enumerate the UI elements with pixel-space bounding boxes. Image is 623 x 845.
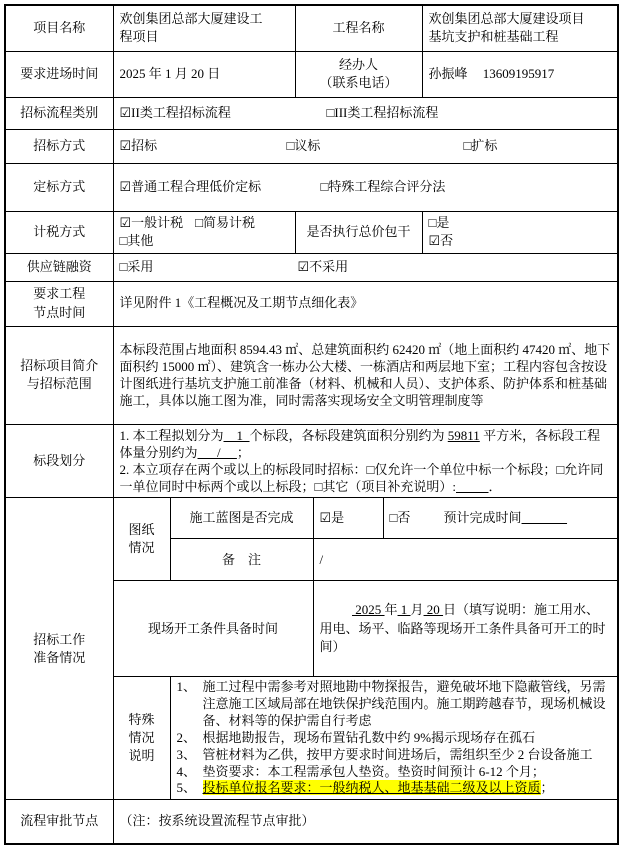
filled-value-underlined: 20 [423,602,444,618]
notes-label: 备 注 [170,539,313,581]
row-project-name [5,5,618,51]
option-lump-sum-no: ☑否 [428,233,454,248]
option-low-price-award: ☑普通工程合理低价定标 [119,178,262,194]
blueprint-no-option: □否 预计完成时间 [383,498,618,539]
approval-node-label: 流程审批节点 [5,800,113,844]
entry-time-label: 要求进场时间 [5,51,113,97]
approval-node-value: （注：按系统设置流程节点审批） [113,800,618,844]
site-ready-label: 现场开工条件具备时间 [113,581,313,677]
checkbox-unchecked-icon: □ [195,214,204,230]
checkbox-unchecked-icon: □ [463,137,472,153]
row-bidding-method [5,129,618,163]
drawings-label: 图纸情况 [113,498,170,581]
option-not-adopt: ☑不采用 [297,258,349,274]
filled-value-underlined: 59811 [447,427,480,443]
engineering-name-value: 欢创集团总部大厦建设项目基坑支护和桩基础工程 [422,5,618,51]
bidding-method-label: 招标方式 [5,129,113,163]
special-notes-label: 特殊情况说明 [113,677,170,800]
supply-chain-label: 供应链融资 [5,253,113,281]
list-item: 1、 施工过程中需参考对照地勘中物探报告，避免破坏地下隐蔽管线，另需注意施工区域局部在地铁保护线范围内。施工期跨越春节，现场机械设备、材料等的保护需自行考虑 [176,679,606,728]
contact-label-line2: （联系电话） [319,75,398,90]
checkbox-unchecked-icon: □ [119,258,128,274]
entry-time-value: 2025 年 1 月 20 日 [113,51,295,97]
option-bidding: ☑招标 [119,137,158,153]
checkbox-unchecked-icon: □ [326,104,335,120]
row-award-method [5,163,618,211]
option-comprehensive-scoring: □特殊工程综合评分法 [320,178,446,194]
row-process-category [5,97,618,129]
tax-method-label: 计税方式 [5,211,113,253]
option-negotiation: □议标 [286,137,321,153]
process-category-options [113,97,618,129]
blank-field: 1 [223,427,250,443]
supply-chain-options [113,253,618,281]
row-section-division [5,424,618,498]
lump-sum-label: 是否执行总价包干 [295,211,422,253]
option-class3-process: □III类工程招标流程 [326,104,439,120]
checkbox-unchecked-icon: □ [389,510,398,526]
blueprint-complete-label: 施工蓝图是否完成 [170,498,313,539]
contact-name: 孙振峰 [428,65,468,81]
checkbox-checked-icon: ☑ [319,510,332,526]
checkbox-checked-icon: ☑ [119,214,132,230]
milestone-time-value: 详见附件 1《工程概况及工期节点细化表》 [113,281,618,326]
notes-value: / [313,539,618,581]
row-approval-node [5,800,618,844]
option-other-tax: □其他 [119,233,154,248]
project-name-label: 项目名称 [5,5,113,51]
checkbox-checked-icon: ☑ [119,178,132,194]
list-item-highlighted: 5、 投标单位报名要求：一般纳税人、地基基础二级及以上资质； [176,780,554,796]
list-item: 4、 垫资要求：本工程需承包人垫资。垫资时间预计 6-12 个月； [176,763,545,779]
checkbox-unchecked-icon: □ [119,233,128,248]
project-name-value: 欢创集团总部大厦建设工程项目 [113,5,295,51]
lump-sum-options [422,211,618,253]
option-expansion: □扩标 [463,137,498,153]
checkbox-unchecked-icon: □ [556,461,565,477]
row-prep-blueprint [5,498,618,539]
checkbox-checked-icon: ☑ [297,258,310,274]
bidding-method-options [113,129,618,163]
contact-phone: 13609195917 [482,65,555,81]
prep-section-label: 招标工作 准备情况 [5,498,113,800]
milestone-time-label: 要求工程 节点时间 [5,281,113,326]
blank-field: / [197,444,237,460]
row-milestone-time [5,281,618,326]
checkbox-unchecked-icon: □ [320,178,329,194]
option-lump-sum-yes: □是 [428,214,450,230]
section-division-value: 1. 本工程拟划分为 1 个标段，各标段建筑面积分别约为 59811 平方米，各标段工程体量分别约为 / ； 2. 本立项存在两个或以上的标段同时招标：□仅允许一个单位中标一个标段；□允许同一单位同时中标两个或以上标段；□其它（项目补充说明）: ． [113,424,618,498]
option-class2-process: ☑II类工程招标流程 [119,104,231,120]
checkbox-checked-icon: ☑ [119,137,132,153]
list-item: 2、 根据地勘报告，现场布置钻孔数中约 9%揭示现场存在孤石 [176,729,536,745]
blank-field [522,510,568,525]
option-simple-tax: □简易计税 [195,214,256,230]
special-notes-list [170,677,618,800]
award-method-options [113,163,618,211]
row-tax-method [5,211,618,253]
option-general-tax: ☑一般计税 [119,214,184,230]
checkbox-unchecked-icon: □ [428,214,437,230]
list-item: 3、 管桩材料为乙供，按甲方要求时间进场后，需组织至少 2 台设备施工 [176,746,593,762]
section-division-label: 标段划分 [5,424,113,498]
project-intro-label: 招标项目简介 与招标范围 [5,326,113,424]
filled-value-underlined: 1 [397,602,411,618]
checkbox-checked-icon: ☑ [428,233,441,248]
option-adopt: □采用 [119,258,154,274]
checkbox-unchecked-icon: □ [366,461,375,477]
blueprint-eta-label: 预计完成时间 [443,510,522,526]
contact-label [295,51,422,97]
bidding-form-table [4,4,619,845]
checkbox-unchecked-icon: □ [286,137,295,153]
row-project-intro [5,326,618,424]
contact-value [422,51,618,97]
engineering-name-label: 工程名称 [295,5,422,51]
highlighted-requirement-text: 投标单位报名要求：一般纳税人、地基基础二级及以上资质 [202,780,541,796]
filled-value-underlined: 2025 [352,602,385,618]
process-category-label: 招标流程类别 [5,97,113,129]
blueprint-yes-option: ☑是 [313,498,383,539]
row-supply-chain [5,253,618,281]
page [0,4,623,829]
project-intro-value: 本标段范围占地面积 8594.43 ㎡、总建筑面积约 62420 ㎡（地上面积约 47420 ㎡、地下面积约 15000 ㎡）、建筑含一栋办公大楼、一栋酒店和两层地下室；工程内容包含按设计图纸进行基坑支护施工前准备（材料、机械和人员）、支护体系、防护体系和桩基础施工，具体以施工图为准，同时需落实现场安全文明管理制度等 [113,326,618,424]
contact-label-line1: 经办人 [339,56,379,72]
blank-field [456,479,489,494]
checkbox-checked-icon: ☑ [119,104,132,120]
award-method-label: 定标方式 [5,163,113,211]
row-entry-time [5,51,618,97]
site-ready-value: 2025 年 1 月 20 日（填写说明：施工用水、用电、场平、临路等现场开工条件具备可开工的时间） [313,581,618,677]
checkbox-unchecked-icon: □ [314,478,323,494]
tax-method-options [113,211,295,253]
